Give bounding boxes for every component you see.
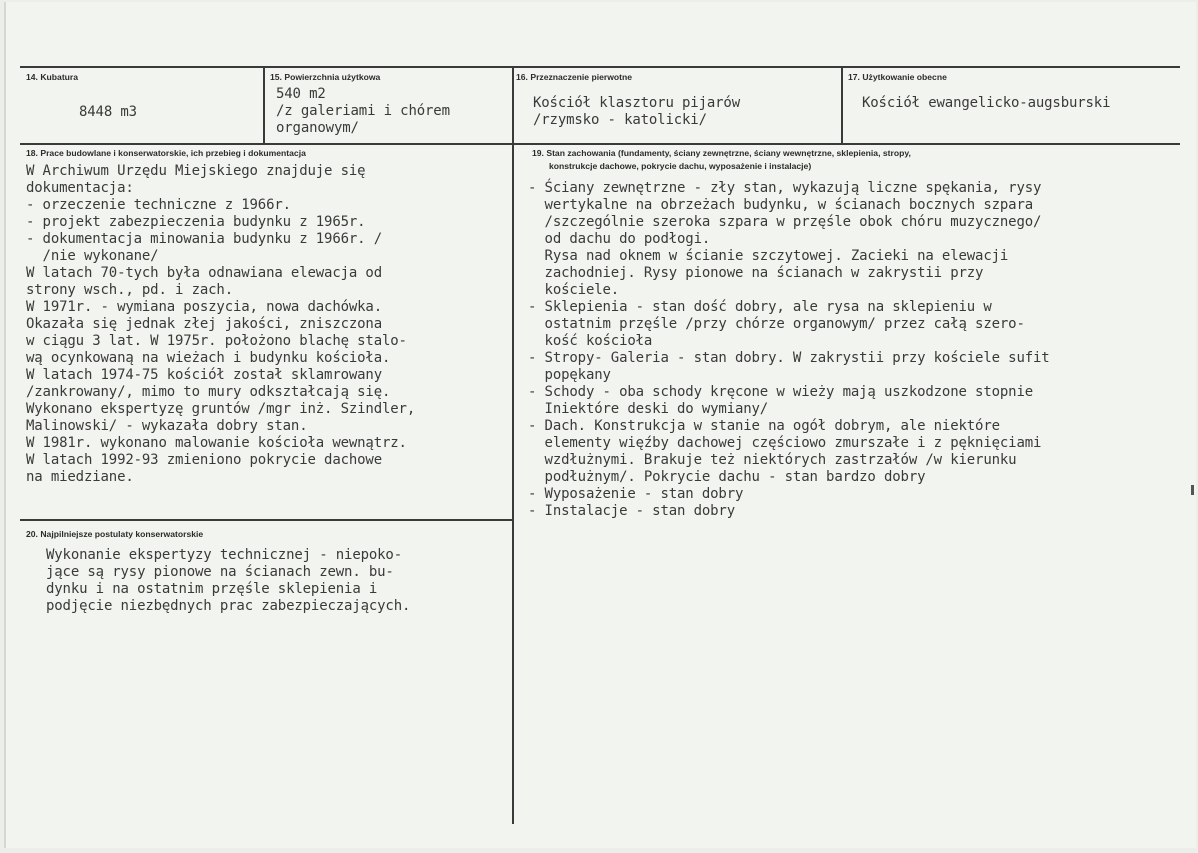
field19-label-line2: konstrukcje dachowe, pokrycie dachu, wyposażenie i instalacje) — [549, 161, 812, 171]
text-line: 540 m2 — [276, 86, 326, 102]
field16-label: 16. Przeznaczenie pierwotne — [516, 72, 633, 82]
text-line: jące są rysy pionowe na ścianach zewn. bu- — [46, 564, 394, 580]
field14-value — [79, 104, 137, 121]
text-line: - Stropy- Galeria - stan dobry. W zakrystii przy kościele sufit — [528, 350, 1050, 366]
text-line: /nie wykonane/ — [26, 248, 159, 264]
text-line: wertykalne na obrzeżach budynku, w ścianach bocznych szpara — [528, 197, 1034, 213]
row1-bottom-rule — [20, 143, 1180, 145]
edge-mark — [1191, 485, 1194, 495]
text-line: - Instalacje - stan dobry — [528, 503, 735, 519]
text-line: kość kościoła — [528, 333, 653, 349]
text-line: Okazała się jednak złej jakości, zniszczona — [26, 316, 382, 332]
text-line: W latach 70-tych była odnawiana elewacja od — [26, 265, 382, 281]
text-line: - projekt zabezpieczenia budynku z 1965r. — [26, 214, 366, 230]
text-line: - Dach. Konstrukcja w stanie na ogół dobrym, ale niektóre — [528, 418, 1000, 434]
field19-label-line1: 19. Stan zachowania (fundamenty, ściany zewnętrzne, ściany wewnętrzne, sklepienia, stropy, — [532, 148, 911, 158]
field15-value — [276, 86, 450, 137]
text-line: W latach 1974-75 kościół został sklamrowany — [26, 367, 382, 383]
field17-value — [862, 95, 1110, 112]
text-line: elementy więźby dachowej częściowo zmurszałe i z pęknięciami — [528, 435, 1042, 451]
text-line: - orzeczenie techniczne z 1966r. — [26, 197, 291, 213]
record-card — [4, 2, 1196, 848]
text-line: strony wsch., pd. i zach. — [26, 282, 233, 298]
text-line: wą ocynkowaną na wieżach i budynku kościoła. — [26, 350, 391, 366]
text-line: Wykonano ekspertyzę gruntów /mgr inż. Szindler, — [26, 401, 416, 417]
text-line: Malinowski/ - wykazała dobry stan. — [26, 418, 308, 434]
field16-value — [533, 95, 740, 129]
field18-label: 18. Prace budowlane i konserwatorskie, ich przebieg i dokumentacja — [26, 148, 306, 158]
text-line: kościele. — [528, 282, 620, 298]
field14-label: 14. Kubatura — [26, 72, 79, 82]
text-line: popękany — [528, 367, 611, 383]
top-rule — [20, 66, 1180, 68]
text-line: Kościół klasztoru pijarów — [533, 95, 740, 111]
field18-value — [26, 163, 415, 486]
field15-label: 15. Powierzchnia użytkowa — [270, 72, 381, 82]
text-line: - Wyposażenie - stan dobry — [528, 486, 744, 502]
text-line: Iniektóre deski do wymiany/ — [528, 401, 769, 417]
text-line: od dachu do podłogi. — [528, 231, 711, 247]
divider-16-17 — [841, 67, 843, 144]
text-line: - dokumentacja minowania budynku z 1966r. / — [26, 231, 382, 247]
text-line: /zankrowany/, mimo to mury odkształcają się. — [26, 384, 391, 400]
text-line: Rysa nad oknem w ścianie szczytowej. Zacieki na elewacji — [528, 248, 1009, 264]
text-line: W 1971r. - wymiana poszycia, nowa dachówka. — [26, 299, 382, 315]
field20-label: 20. Najpilniejsze postulaty konserwatorskie — [26, 529, 204, 539]
text-line: /rzymsko - katolicki/ — [533, 112, 707, 128]
text-line: W 1981r. wykonano malowanie kościoła wewnątrz. — [26, 435, 407, 451]
text-line: dokumentacja: — [26, 180, 134, 196]
divider-15-16 — [512, 67, 514, 824]
field18-bottom-rule — [20, 519, 513, 521]
text-line: podjęcie niezbędnych prac zabezpieczających. — [46, 598, 411, 614]
text-line: w ciągu 3 lat. W 1975r. położono blachę stalo- — [26, 333, 407, 349]
text-line: - Schody - oba schody kręcone w wieży mają uszkodzone stopnie — [528, 384, 1034, 400]
text-line: zachodniej. Rysy pionowe na ścianach w zakrystii przy — [528, 265, 984, 281]
text-line: organowym/ — [276, 120, 359, 136]
text-line: podłużnym/. Pokrycie dachu - stan bardzo dobry — [528, 469, 926, 485]
text-line: Kościół ewangelicko-augsburski — [862, 95, 1111, 111]
field19-value — [528, 180, 1050, 520]
text-line: W latach 1992-93 zmieniono pokrycie dachowe — [26, 452, 382, 468]
text-line: W Archiwum Urzędu Miejskiego znajduje się — [26, 163, 366, 179]
text-line: ostatnim przęśle /przy chórze organowym/ przez całą szero- — [528, 316, 1025, 332]
text-line: wzdłużnymi. Brakuje też niektórych zastrzałów /w kierunku — [528, 452, 1017, 468]
text-line: - Sklepienia - stan dość dobry, ale rysa na sklepieniu w — [528, 299, 992, 315]
text-line: dynku i na ostatnim przęśle sklepienia i — [46, 581, 378, 597]
text-line: /z galeriami i chórem — [276, 103, 450, 119]
divider-14-15 — [263, 67, 265, 144]
text-line: na miedziane. — [26, 469, 134, 485]
field20-value — [46, 547, 410, 615]
text-line: 8448 m3 — [79, 104, 137, 120]
text-line: - Ściany zewnętrzne - zły stan, wykazują liczne spękania, rysy — [528, 180, 1042, 196]
field17-label: 17. Użytkowanie obecne — [848, 72, 947, 82]
text-line: Wykonanie ekspertyzy technicznej - niepoko- — [46, 547, 402, 563]
text-line: /szczególnie szeroka szpara w przęśle obok chóru muzycznego/ — [528, 214, 1042, 230]
